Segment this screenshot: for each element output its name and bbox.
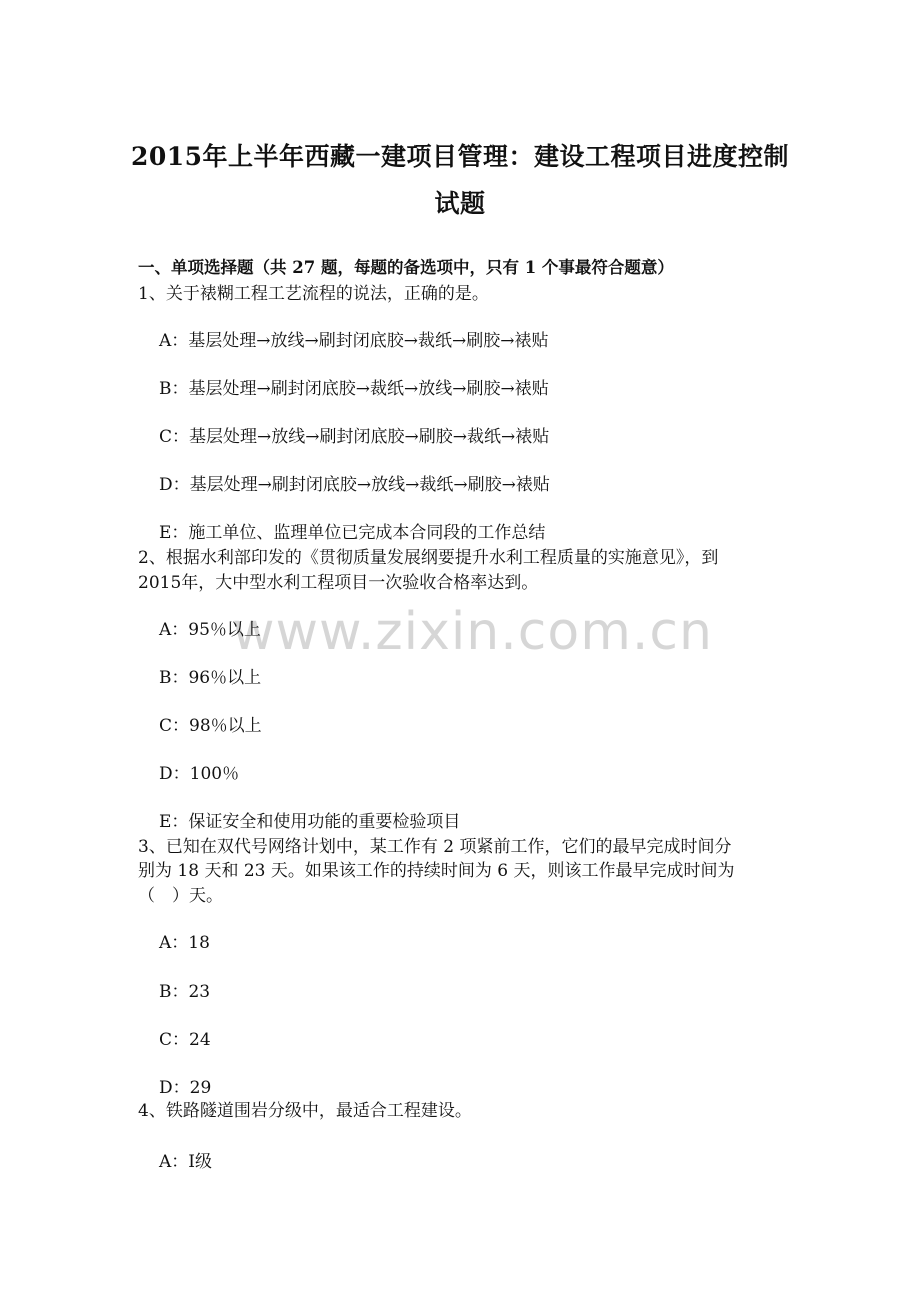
question-3-option-d: D：29 bbox=[159, 1078, 212, 1098]
question-1-option-b: B：基层处理→刷封闭底胶→裁纸→放线→刷胶→裱贴 bbox=[159, 379, 549, 399]
question-2-option-b: B：96％以上 bbox=[159, 668, 262, 688]
question-3-option-a: A：18 bbox=[159, 933, 210, 953]
document-title-line-1: 2015年上半年西藏一建项目管理：建设工程项目进度控制 bbox=[130, 142, 790, 171]
question-1-option-d: D：基层处理→刷封闭底胶→放线→裁纸→刷胶→裱贴 bbox=[159, 475, 550, 495]
watermark: www.zixin.com.cn bbox=[232, 602, 713, 662]
question-2-option-c: C：98％以上 bbox=[159, 716, 262, 736]
question-2-option-d: D：100％ bbox=[159, 764, 240, 784]
question-2-option-e: E：保证安全和使用功能的重要检验项目 bbox=[159, 812, 461, 832]
question-3-option-c: C：24 bbox=[159, 1030, 211, 1050]
document-title-line-2: 试题 bbox=[434, 189, 486, 218]
question-3-stem-line-3: （ ）天。 bbox=[138, 886, 223, 906]
question-1-option-c: C：基层处理→放线→刷封闭底胶→刷胶→裁纸→裱贴 bbox=[159, 427, 550, 447]
question-4-stem: 4、铁路隧道围岩分级中，最适合工程建设。 bbox=[138, 1101, 472, 1121]
question-2-stem-line-2: 2015年，大中型水利工程项目一次验收合格率达到。 bbox=[138, 573, 539, 593]
question-2-stem-line-1: 2、根据水利部印发的《贯彻质量发展纲要提升水利工程质量的实施意见》，到 bbox=[138, 548, 719, 568]
question-1-option-e: E：施工单位、监理单位已完成本合同段的工作总结 bbox=[159, 523, 546, 543]
question-3-stem-line-2: 别为 18 天和 23 天。如果该工作的持续时间为 6 天，则该工作最早完成时间为 bbox=[138, 861, 735, 881]
section-heading: 一、单项选择题（共 27 题，每题的备选项中，只有 1 个事最符合题意） bbox=[138, 258, 674, 277]
question-2-option-a: A：95％以上 bbox=[159, 620, 261, 640]
question-1-option-a: A：基层处理→放线→刷封闭底胶→裁纸→刷胶→裱贴 bbox=[159, 331, 549, 351]
question-4-option-a: A：Ⅰ级 bbox=[159, 1152, 212, 1172]
question-3-option-b: B：23 bbox=[159, 982, 211, 1002]
question-1-stem: 1、关于裱糊工程工艺流程的说法，正确的是。 bbox=[138, 284, 489, 304]
question-3-stem-line-1: 3、已知在双代号网络计划中，某工作有 2 项紧前工作，它们的最早完成时间分 bbox=[138, 837, 732, 857]
